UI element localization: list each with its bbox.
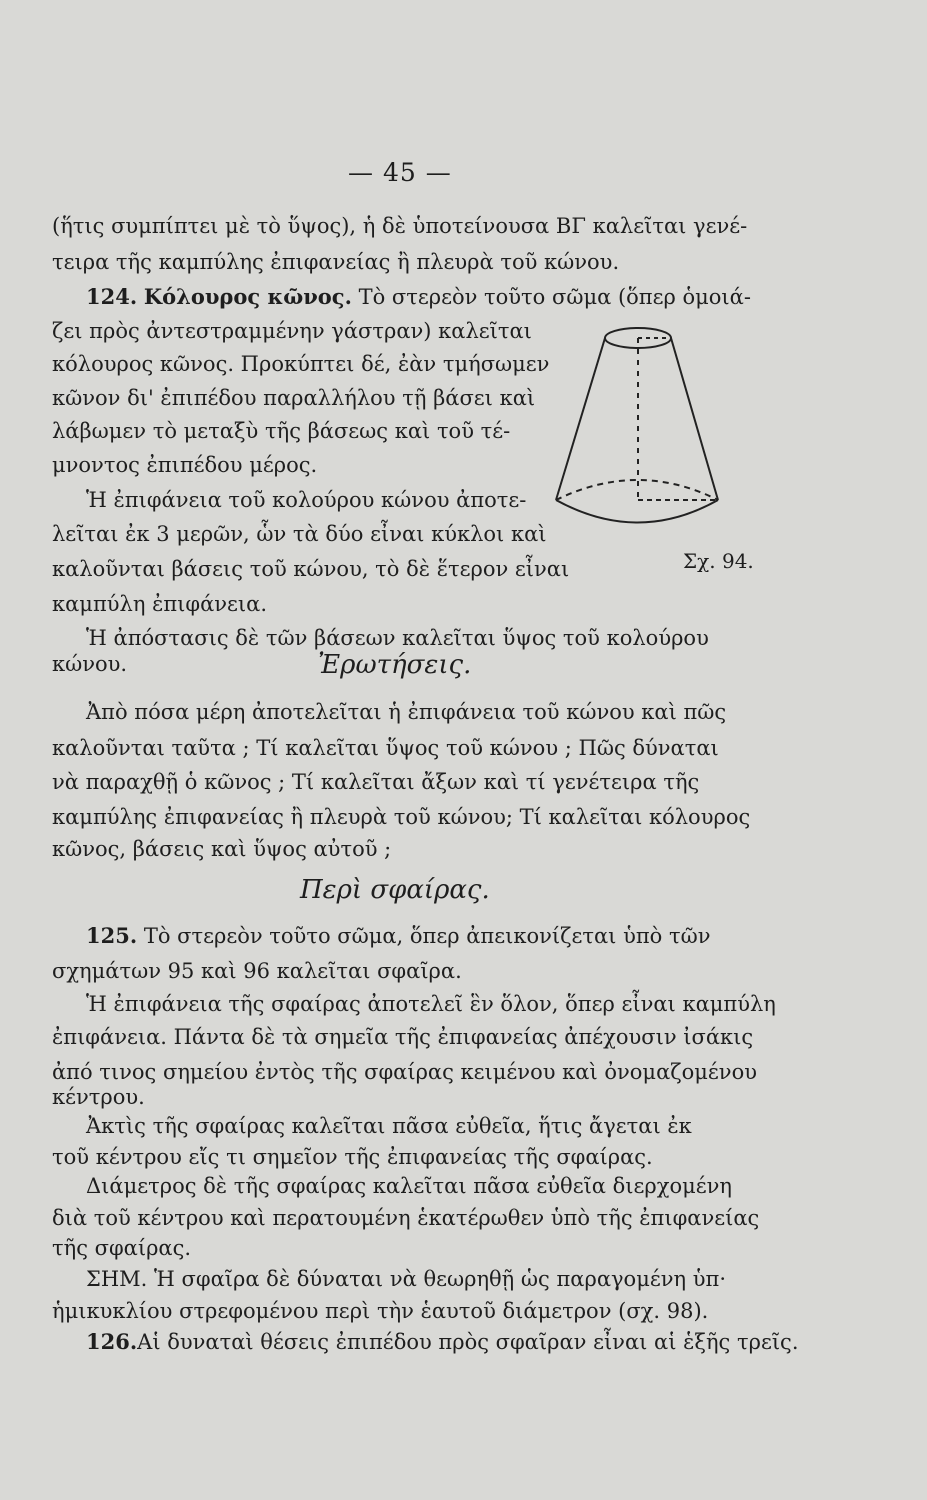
- section-number: 124.: [86, 284, 138, 309]
- text-line: λάβωμεν τὸ μεταξὺ τῆς βάσεως καὶ τοῦ τέ-: [52, 419, 511, 443]
- text-line: τειρα τῆς καμπύλης ἐπιφανείας ἢ πλευρὰ τοῦ κώνου.: [52, 250, 620, 274]
- text-line: ἀπό τινος σημείου ἐντὸς τῆς σφαίρας κειμένου καὶ ὀνομαζομένου: [52, 1060, 757, 1084]
- figure-caption: Σχ. 94.: [683, 549, 754, 573]
- note-label: ΣΗΜ.: [86, 1267, 148, 1291]
- text-line: καλοῦνται ταῦτα ; Τί καλεῖται ὕψος τοῦ κώνου ; Πῶς δύναται: [52, 736, 719, 760]
- text-line: ζει πρὸς ἀντεστραμμένην γάστραν) καλεῖται: [52, 319, 532, 343]
- text-line: Ἡ ἀπόστασις δὲ τῶν βάσεων καλεῖται ὕψος τοῦ κολούρου: [86, 626, 709, 650]
- text-line: Ἀκτὶς τῆς σφαίρας καλεῖται πᾶσα εὐθεῖα, ἥτις ἄγεται ἐκ: [86, 1114, 692, 1138]
- page-number: — 45 —: [348, 158, 452, 187]
- text-line: κόλουρος κῶνος. Προκύπτει δέ, ἐὰν τμήσωμεν: [52, 352, 550, 376]
- text-line: Διάμετρος δὲ τῆς σφαίρας καλεῖται πᾶσα εὐθεῖα διερχομένη: [86, 1174, 733, 1198]
- text-fragment: Ἡ σφαῖρα δὲ δύναται νὰ θεωρηθῇ ὡς παραγομένη ὑπ·: [147, 1267, 726, 1291]
- text-line: κώνου.: [52, 652, 128, 676]
- text-line: Ἀπὸ πόσα μέρη ἀποτελεῖται ἡ ἐπιφάνεια τοῦ κώνου καὶ πῶς: [86, 700, 727, 724]
- text-line: κέντρου.: [52, 1085, 145, 1109]
- text-line: Ἡ ἐπιφάνεια τῆς σφαίρας ἀποτελεῖ ἓν ὅλον, ὅπερ εἶναι καμπύλη: [86, 992, 776, 1016]
- text-line: καλοῦνται βάσεις τοῦ κώνου, τὸ δὲ ἕτερον εἶναι: [52, 557, 570, 581]
- text-line: διὰ τοῦ κέντρου καὶ περατουμένη ἑκατέρωθεν ὑπὸ τῆς ἐπιφανείας: [52, 1206, 760, 1230]
- section-125-line: [86, 922, 710, 950]
- truncated-cone-figure: [548, 305, 738, 565]
- text-line: τοῦ κέντρου εἴς τι σημεῖον τῆς ἐπιφανείας τῆς σφαίρας.: [52, 1145, 653, 1169]
- text-line: μνοντος ἐπιπέδου μέρος.: [52, 453, 318, 477]
- text-line: Ἡ ἐπιφάνεια τοῦ κολούρου κώνου ἀποτε-: [86, 488, 527, 512]
- right-generatrix: [671, 338, 718, 500]
- text-line: καμπύλη ἐπιφάνεια.: [52, 592, 268, 616]
- text-line: τῆς σφαίρας.: [52, 1236, 192, 1260]
- section-number: 126.: [86, 1329, 138, 1354]
- text-fragment: Αἱ δυναταὶ θέσεις ἐπιπέδου πρὸς σφαῖραν εἶναι αἱ ἑξῆς τρεῖς.: [137, 1330, 799, 1354]
- bottom-base-front-arc: [556, 500, 718, 523]
- note-line: [86, 1265, 726, 1293]
- text-fragment: Τὸ στερεὸν τοῦτο σῶμα, ὅπερ ἀπεικονίζεται ὑπὸ τῶν: [137, 924, 711, 948]
- text-line: κῶνος, βάσεις καὶ ὕψος αὐτοῦ ;: [52, 837, 392, 861]
- text-line: νὰ παραχθῇ ὁ κῶνος ; Τί καλεῖται ἄξων καὶ τί γενέτειρα τῆς: [52, 770, 700, 794]
- text-line: (ἥτις συμπίπτει μὲ τὸ ὕψος), ἡ δὲ ὑποτείνουσα ΒΓ καλεῖται γενέ-: [52, 214, 748, 238]
- text-line: λεῖται ἐκ 3 μερῶν, ὧν τὰ δύο εἶναι κύκλοι καὶ: [52, 522, 547, 546]
- section-number: 125.: [86, 923, 138, 948]
- text-line: κῶνον δι' ἐπιπέδου παραλλήλου τῇ βάσει καὶ: [52, 386, 536, 410]
- text-fragment: Τὸ στερεὸν τοῦτο σῶμα (ὅπερ ὁμοιά-: [351, 285, 751, 309]
- section-126-line: [86, 1328, 799, 1356]
- text-line: σχημάτων 95 καὶ 96 καλεῖται σφαῖρα.: [52, 959, 462, 983]
- questions-heading: Ἐρωτήσεις.: [318, 650, 472, 680]
- sphere-heading: Περὶ σφαίρας.: [300, 875, 490, 905]
- section-title: Κόλουρος κῶνος.: [143, 284, 352, 309]
- text-line: ἡμικυκλίου στρεφομένου περὶ τὴν ἑαυτοῦ διάμετρον (σχ. 98).: [52, 1299, 709, 1323]
- left-generatrix: [556, 338, 605, 500]
- text-line: καμπύλης ἐπιφανείας ἢ πλευρὰ τοῦ κώνου; Τί καλεῖται κόλουρος: [52, 805, 751, 829]
- text-line: ἐπιφάνεια. Πάντα δὲ τὰ σημεῖα τῆς ἐπιφανείας ἀπέχουσιν ἰσάκις: [52, 1025, 754, 1049]
